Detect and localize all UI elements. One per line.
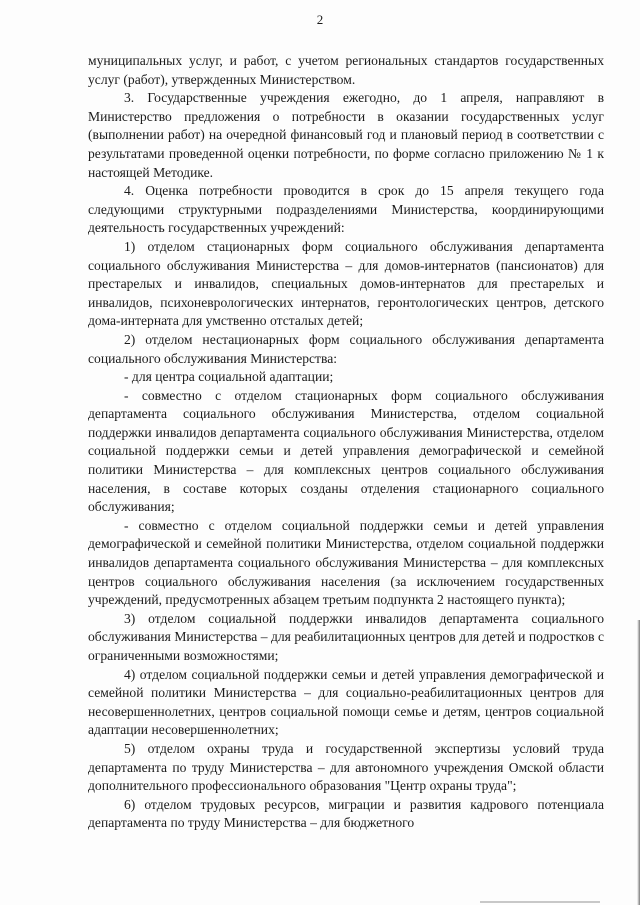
document-body	[88, 52, 604, 833]
page-number: 2	[316, 12, 324, 27]
subitem-6: 6) отделом трудовых ресурсов, миграции и развития кадрового потенциала департамента по труду Министерства – для бюджетного	[88, 796, 604, 831]
paragraph-item-3: 3. Государственные учреждения ежегодно, до 1 апреля, направляют в Министерство предложения о потребности в оказании государственных услуг (выполнении работ) на очередной финансовый год и плановый период в соответствии с результатами проведенной оценки потребности, по форме согласно приложению № 1 к настоящей Методике.	[88, 90, 604, 180]
scan-bottom-mark	[480, 901, 600, 903]
subitem-1: 1) отделом стационарных форм социального обслуживания департамента социального обслуживания Министерства – для домов-интернатов (пансионатов) для престарелых и инвалидов, специальных домов-интернатов для престарелых и инвалидов, психоневрологических интернатов, геронтологических центров, детского дома-интерната для умственно отсталых детей;	[88, 238, 604, 329]
subitem-3: 3) отделом социальной поддержки инвалидов департамента социального обслуживания Министерства – для реабилитационных центров для детей и подростков с ограниченными возможностями;	[88, 610, 604, 663]
paragraph-item-4: 4. Оценка потребности проводится в срок до 15 апреля текущего года следующими структурными подразделениями Министерства, координирующими деятельность государственных учреждений:	[88, 183, 604, 236]
subitem-2-dash-2: - совместно с отделом стационарных форм социального обслуживания департамента социального обслуживания Министерства, отделом социальной поддержки инвалидов департамента социального обслуживания Министерства, отделом социальной поддержки семьи и детей управления демографической и семейной политики Министерства – для комплексных центров социального обслуживания населения, в составе которых созданы отделения стационарного социального обслуживания;	[88, 387, 604, 515]
subitem-2: 2) отделом нестационарных форм социального обслуживания департамента социального обслуживания Министерства:	[88, 331, 604, 366]
subitem-2-dash-1: - для центра социальной адаптации;	[124, 369, 334, 385]
subitem-5: 5) отделом охраны труда и государственной экспертизы условий труда департамента по труду Министерства – для автономного учреждения Омской области дополнительного профессионального образования "Центр охраны труда";	[88, 740, 604, 794]
subitem-4: 4) отделом социальной поддержки семьи и детей управления демографической и семейной политики Министерства – для социально-реабилитационных центров для несовершеннолетних, центров социальной помощи семье и детям, центров социальной адаптации несовершеннолетних;	[88, 666, 604, 738]
subitem-2-dash-3: - совместно с отделом социальной поддержки семьи и детей управления демографической и семейной политики Министерства, отделом социальной поддержки инвалидов департамента социального обслуживания Министерства – для комплексных центров социального обслуживания населения (за исключением государственных учреждений, предусмотренных абзацем третьим подпункта 2 настоящего пункта);	[88, 517, 604, 608]
paragraph-continuation: муниципальных услуг, и работ, с учетом региональных стандартов государственных услуг (работ), утвержденных Министерством.	[88, 53, 604, 87]
